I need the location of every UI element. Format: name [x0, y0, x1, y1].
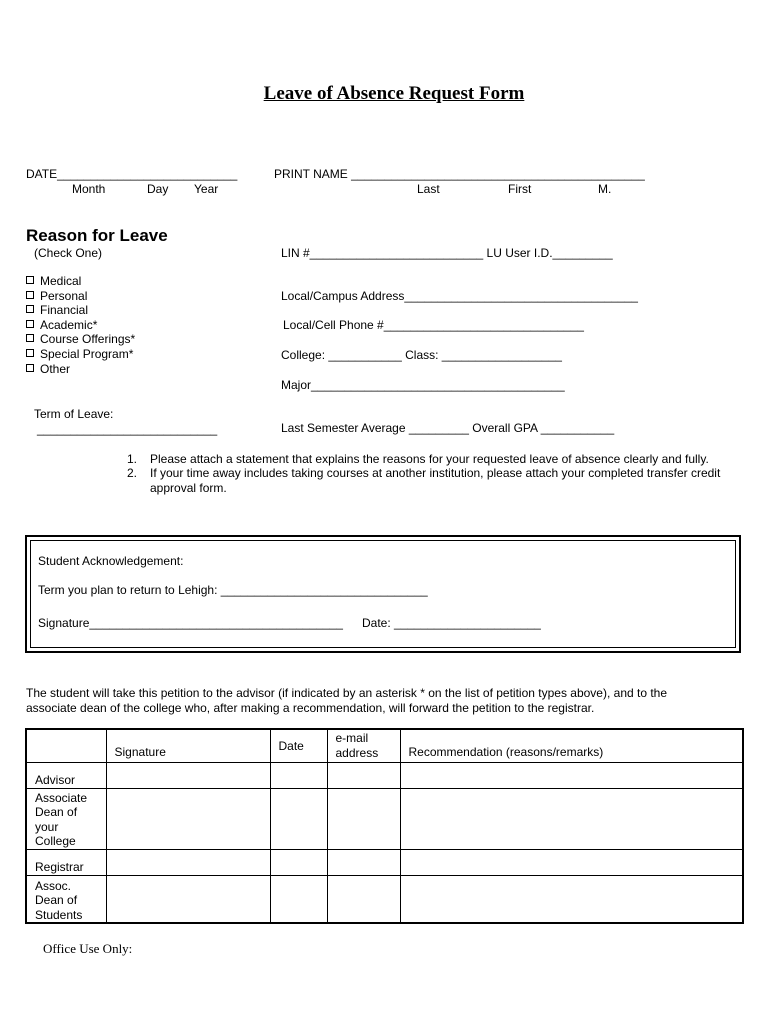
averages-field[interactable]: Last Semester Average _________ Overall GPA ___________ — [281, 421, 615, 435]
instruction-2-text: If your time away includes taking courses at another institution, please attach your completed transfer credit — [150, 466, 721, 480]
advisor-recommendation-cell[interactable] — [400, 762, 743, 788]
date-day-label: Day — [147, 182, 169, 196]
term-of-leave-input[interactable]: ___________________________ — [37, 422, 218, 436]
dean-students-date-cell[interactable] — [270, 875, 327, 923]
reason-option-course-offerings[interactable]: Course Offerings* — [26, 332, 135, 347]
checkbox-icon[interactable] — [26, 305, 34, 313]
print-name-field[interactable]: PRINT NAME ____________________________________________ — [274, 167, 645, 181]
checkbox-icon[interactable] — [26, 349, 34, 357]
header-email: e-mail address — [327, 729, 400, 762]
dean-students-signature-cell[interactable] — [106, 875, 270, 923]
dean-college-date-cell[interactable] — [270, 788, 327, 849]
dean-students-recommendation-cell[interactable] — [400, 875, 743, 923]
registrar-date-cell[interactable] — [270, 849, 327, 875]
reason-option-special-program[interactable]: Special Program* — [26, 347, 135, 362]
reason-option-financial[interactable]: Financial — [26, 303, 135, 318]
date-field[interactable]: DATE___________________________ — [26, 167, 238, 181]
return-term-field[interactable]: Term you plan to return to Lehigh: _______________________________ — [38, 583, 428, 597]
reason-checklist — [26, 274, 135, 376]
student-date-field[interactable]: Date: ______________________ — [362, 616, 541, 630]
date-year-label: Year — [194, 182, 219, 196]
table-row-advisor — [26, 762, 743, 788]
reason-option-other[interactable]: Other — [26, 362, 135, 377]
advisor-signature-cell[interactable] — [106, 762, 270, 788]
campus-address-field[interactable]: Local/Campus Address___________________________________ — [281, 289, 638, 303]
dean-college-recommendation-cell[interactable] — [400, 788, 743, 849]
dean-students-email-cell[interactable] — [327, 875, 400, 923]
checkbox-icon[interactable] — [26, 291, 34, 299]
row-label-advisor: Advisor — [26, 762, 106, 788]
instruction-1-text: Please attach a statement that explains the reasons for your requested leave of absence clearly and fully. — [150, 452, 709, 466]
table-row-assoc-dean-college — [26, 788, 743, 849]
petition-note-line1: The student will take this petition to the advisor (if indicated by an asterisk * on the list of petition types above), and to the — [26, 686, 668, 700]
row-label-registrar: Registrar — [26, 849, 106, 875]
checkbox-icon[interactable] — [26, 334, 34, 342]
registrar-signature-cell[interactable] — [106, 849, 270, 875]
table-header-row — [26, 729, 743, 762]
table-row-registrar — [26, 849, 743, 875]
header-signature: Signature — [106, 729, 270, 762]
approval-table — [25, 728, 744, 924]
advisor-email-cell[interactable] — [327, 762, 400, 788]
date-month-label: Month — [72, 182, 106, 196]
reason-option-personal[interactable]: Personal — [26, 289, 135, 304]
checkbox-icon[interactable] — [26, 364, 34, 372]
row-label-assoc-dean-college: Associate Dean of your College — [26, 788, 106, 849]
cell-phone-field[interactable]: Local/Cell Phone #______________________________ — [283, 318, 584, 332]
name-first-label: First — [508, 182, 532, 196]
checkbox-icon[interactable] — [26, 276, 34, 284]
reason-option-academic[interactable]: Academic* — [26, 318, 135, 333]
dean-college-email-cell[interactable] — [327, 788, 400, 849]
office-use-label: Office Use Only: — [43, 941, 133, 956]
major-field[interactable]: Major______________________________________ — [281, 378, 565, 392]
check-one-note: (Check One) — [34, 246, 103, 260]
form-title: Leave of Absence Request Form — [263, 83, 525, 104]
college-class-field[interactable]: College: ___________ Class: __________________ — [281, 348, 562, 362]
acknowledgement-heading: Student Acknowledgement: — [38, 554, 184, 568]
header-recommendation: Recommendation (reasons/remarks) — [400, 729, 743, 762]
student-signature-field[interactable]: Signature______________________________________ — [38, 616, 343, 630]
petition-note-line2: associate dean of the college who, after making a recommendation, will forward the petition to the registrar. — [26, 701, 595, 715]
dean-college-signature-cell[interactable] — [106, 788, 270, 849]
registrar-recommendation-cell[interactable] — [400, 849, 743, 875]
header-date: Date — [270, 729, 327, 762]
instruction-2-text-cont: approval form. — [150, 481, 227, 495]
term-of-leave-label: Term of Leave: — [34, 407, 114, 421]
instruction-1: 1. — [127, 452, 138, 466]
instruction-2: 2. — [127, 466, 138, 480]
name-last-label: Last — [417, 182, 440, 196]
lin-userid-field[interactable]: LIN #__________________________ LU User I.D._________ — [281, 246, 613, 260]
table-row-assoc-dean-students — [26, 875, 743, 923]
name-middle-label: M. — [598, 182, 612, 196]
reason-heading: Reason for Leave — [26, 226, 168, 245]
header-blank — [26, 729, 106, 762]
row-label-assoc-dean-students: Assoc. Dean of Students — [26, 875, 106, 923]
reason-option-medical[interactable]: Medical — [26, 274, 135, 289]
checkbox-icon[interactable] — [26, 320, 34, 328]
advisor-date-cell[interactable] — [270, 762, 327, 788]
registrar-email-cell[interactable] — [327, 849, 400, 875]
